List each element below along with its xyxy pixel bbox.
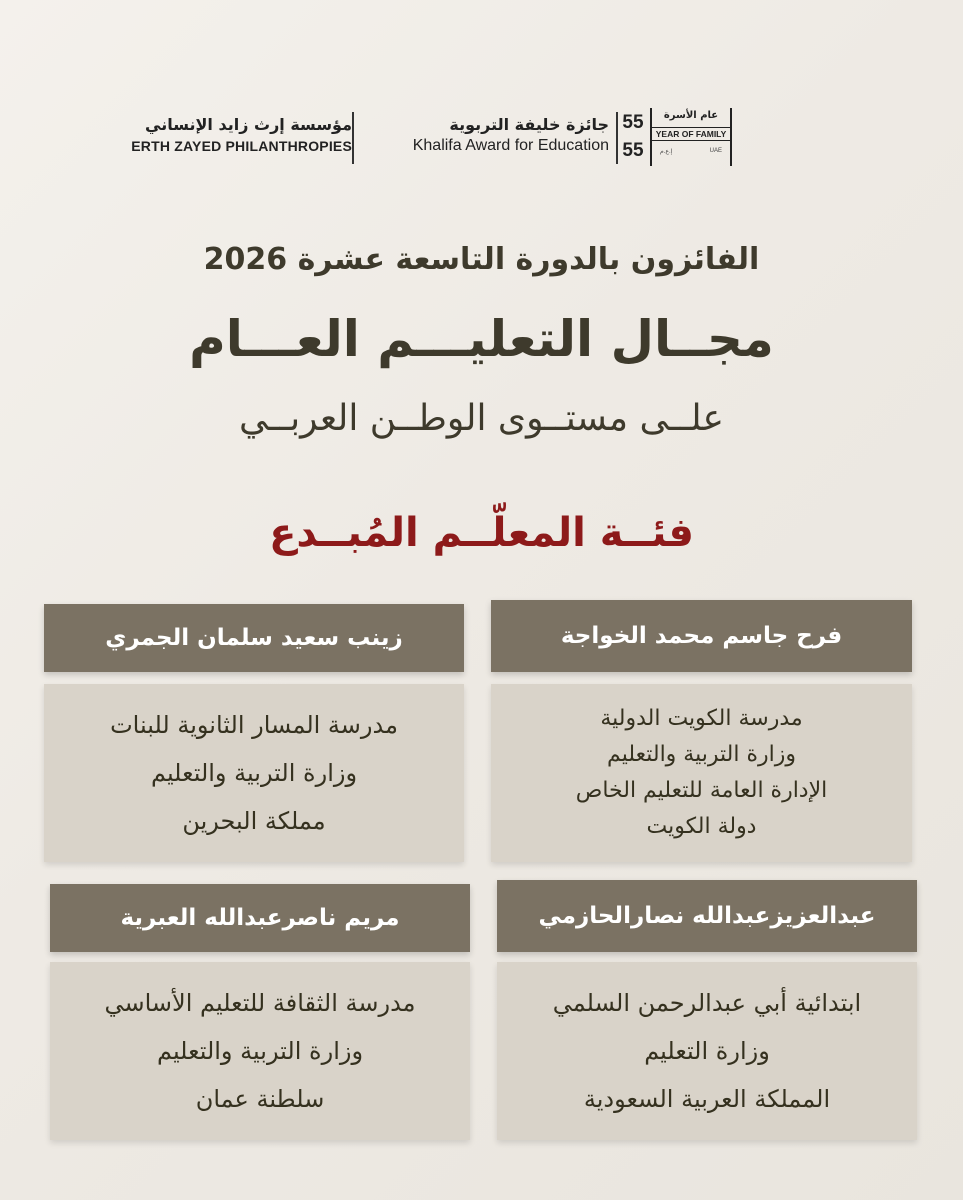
category-title: فئــة المعلّــم المُبــدع <box>269 510 694 556</box>
winner-ministry: وزارة التعليم <box>644 1037 770 1065</box>
winner-name-bar: مريم ناصرعبدالله العبرية <box>50 884 470 952</box>
winner-name-bar: عبدالعزيزعبدالله نصارالحازمي <box>497 880 917 952</box>
winner-country: المملكة العربية السعودية <box>583 1085 831 1113</box>
khalifa-award-arabic-name: جائزة خليفة التربوية <box>449 115 609 134</box>
winner-country: سلطنة عمان <box>195 1085 325 1113</box>
scope-subtitle: علــى مستــوى الوطــن العربــي <box>239 398 724 439</box>
winner-department: الإدارة العامة للتعليم الخاص <box>575 778 828 803</box>
year-logo-english: YEAR OF FAMILY <box>652 127 730 141</box>
winner-name-bar: فرح جاسم محمد الخواجة <box>491 600 912 672</box>
winner-country: دولة الكويت <box>646 814 757 839</box>
winner-school: ابتدائية أبي عبدالرحمن السلمي <box>552 989 862 1017</box>
logo-divider <box>616 112 618 164</box>
year-logo-arabic: عام الأسرة <box>663 110 719 121</box>
winner-school: مدرسة الثقافة للتعليم الأساسي <box>104 989 416 1017</box>
logo-divider <box>352 112 354 164</box>
field-title: مجــال التعليـــم العـــام <box>189 310 774 368</box>
erth-zayed-arabic-name: مؤسسة إرث زايد الإنساني <box>145 115 352 134</box>
year-logo-number-top: 55 <box>622 112 644 133</box>
winner-school: مدرسة الكويت الدولية <box>600 706 803 731</box>
winner-ministry: وزارة التربية والتعليم <box>607 742 796 767</box>
winner-ministry: وزارة التربية والتعليم <box>156 1037 364 1065</box>
year-logo-box <box>650 108 732 166</box>
winner-name-bar: زينب سعيد سلمان الجمري <box>44 604 464 672</box>
year-logo-small-right: UAE <box>709 148 722 154</box>
winner-country: مملكة البحرين <box>182 807 326 835</box>
winners-edition-heading: الفائزون بالدورة التاسعة عشرة 2026 <box>203 242 760 277</box>
winner-school: مدرسة المسار الثانوية للبنات <box>110 711 398 739</box>
winner-details-card <box>50 962 470 1140</box>
winner-details-card <box>491 684 912 862</box>
erth-zayed-english-name: ERTH ZAYED PHILANTHROPIES <box>131 138 352 154</box>
khalifa-award-logo <box>363 114 609 156</box>
winner-ministry: وزارة التربية والتعليم <box>150 759 358 787</box>
year-logo-number-bottom: 55 <box>622 140 644 161</box>
erth-zayed-logo <box>80 114 352 156</box>
year-logo-small-left: إ.ع.م <box>660 149 673 155</box>
khalifa-award-english-name: Khalifa Award for Education <box>412 137 609 154</box>
winner-details-card <box>497 962 917 1140</box>
winner-details-card <box>44 684 464 862</box>
logo-strip <box>80 108 740 168</box>
year-of-family-logo <box>622 108 734 168</box>
